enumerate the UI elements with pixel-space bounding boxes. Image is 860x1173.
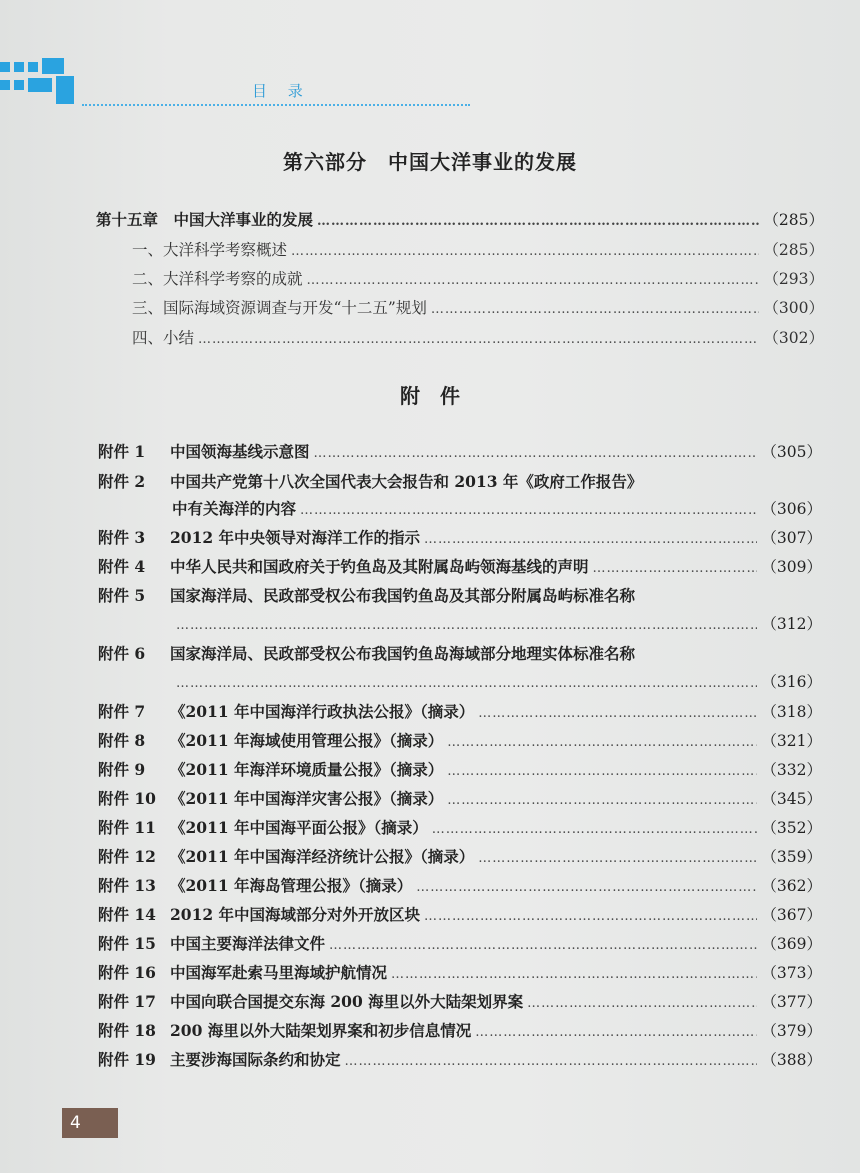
- leader-dots: [176, 618, 757, 633]
- leader-dots: [391, 967, 757, 982]
- toc-entry-label: 中国向联合国提交东海 200 海里以外大陆架划界案: [170, 992, 524, 1011]
- toc-appendix-continuation[interactable]: [172, 612, 822, 634]
- toc-appendix-continuation[interactable]: [172, 670, 822, 692]
- leader-dots: [291, 244, 759, 259]
- appendix-key: 附件 1: [98, 442, 146, 461]
- leader-dots: [314, 446, 758, 461]
- toc-appendix-continuation[interactable]: [172, 497, 822, 519]
- toc-page-number: （373）: [761, 964, 822, 982]
- toc-entry-label: 《2011 年中国海洋灾害公报》（摘录）: [170, 789, 444, 808]
- leader-dots: [478, 706, 757, 721]
- header-label: 目 录: [252, 82, 311, 100]
- toc-page-number: （316）: [761, 673, 822, 691]
- toc-entry-label: 一、大洋科学考察概述: [132, 241, 288, 259]
- leader-dots: [345, 1054, 758, 1069]
- toc-appendix[interactable]: [98, 729, 822, 751]
- toc-entry-label: 中国领海基线示意图: [170, 442, 310, 461]
- toc-section[interactable]: [132, 296, 824, 318]
- toc-entry-label: 200 海里以外大陆架划界案和初步信息情况: [170, 1021, 472, 1040]
- leader-dots: [198, 332, 759, 347]
- toc-section[interactable]: [132, 238, 824, 260]
- appendix-key: 附件 18: [98, 1021, 156, 1040]
- toc-entry-label: 《2011 年中国海洋行政执法公报》（摘录）: [170, 702, 475, 721]
- toc-entry-label: 第十五章 中国大洋事业的发展: [96, 210, 314, 229]
- toc-entry-label: 2012 年中央领导对海洋工作的指示: [170, 528, 421, 547]
- toc-page-number: （369）: [761, 935, 822, 953]
- appendix-key: 附件 10: [98, 789, 156, 808]
- toc-appendix[interactable]: [98, 1019, 822, 1041]
- toc-entry-label: 国家海洋局、民政部受权公布我国钓鱼岛海域部分地理实体标准名称: [170, 644, 636, 663]
- appendix-key: 附件 13: [98, 876, 156, 895]
- leader-dots: [317, 214, 759, 229]
- toc-section[interactable]: [132, 267, 824, 289]
- leader-dots: [447, 793, 757, 808]
- toc-page-number: （293）: [763, 270, 824, 288]
- toc-entry-label: 主要涉海国际条约和协定: [170, 1050, 341, 1069]
- toc-appendix[interactable]: [98, 555, 822, 577]
- toc-appendix[interactable]: [98, 642, 822, 664]
- corner-decoration: [0, 58, 80, 108]
- toc-chapter-15[interactable]: [96, 208, 824, 230]
- leader-dots: [475, 1025, 757, 1040]
- appendix-key: 附件 9: [98, 760, 146, 779]
- toc-page-number: （318）: [761, 703, 822, 721]
- appendix-key: 附件 4: [98, 557, 146, 576]
- leader-dots: [176, 676, 757, 691]
- appendix-key: 附件 11: [98, 818, 156, 837]
- toc-page-number: （305）: [761, 443, 822, 461]
- page-number-badge: 4: [62, 1108, 118, 1138]
- leader-dots: [447, 735, 757, 750]
- leader-dots: [329, 938, 757, 953]
- toc-entry-label: 2012 年中国海域部分对外开放区块: [170, 905, 421, 924]
- appendix-heading: 附 件: [400, 384, 460, 408]
- appendix-key: 附件 5: [98, 586, 146, 605]
- toc-entry-label: 二、大洋科学考察的成就: [132, 270, 303, 288]
- appendix-key: 附件 19: [98, 1050, 156, 1069]
- leader-dots: [416, 880, 757, 895]
- leader-dots: [432, 822, 758, 837]
- appendix-key: 附件 16: [98, 963, 156, 982]
- toc-entry-label: 《2011 年海域使用管理公报》（摘录）: [170, 731, 444, 750]
- appendix-key: 附件 8: [98, 731, 146, 750]
- leader-dots: [478, 851, 757, 866]
- toc-entry-label: 中国海军赴索马里海域护航情况: [170, 963, 388, 982]
- toc-appendix[interactable]: [98, 961, 822, 983]
- toc-page-number: （359）: [761, 848, 822, 866]
- appendix-key: 附件 6: [98, 644, 146, 663]
- appendix-key: 附件 12: [98, 847, 156, 866]
- toc-appendix[interactable]: [98, 787, 822, 809]
- leader-dots: [307, 273, 760, 288]
- toc-appendix[interactable]: [98, 440, 822, 462]
- toc-entry-label: 四、小结: [132, 329, 195, 347]
- toc-page-number: （352）: [761, 819, 822, 837]
- toc-appendix[interactable]: [98, 990, 822, 1012]
- toc-appendix[interactable]: [98, 526, 822, 548]
- toc-page-number: （306）: [761, 500, 822, 518]
- toc-page-number: （321）: [761, 732, 822, 750]
- toc-page-number: （388）: [761, 1051, 822, 1069]
- toc-page-number: （362）: [761, 877, 822, 895]
- toc-section[interactable]: [132, 326, 824, 348]
- toc-entry-label: 《2011 年海岛管理公报》（摘录）: [170, 876, 413, 895]
- toc-page-number: （367）: [761, 906, 822, 924]
- toc-appendix[interactable]: [98, 584, 822, 606]
- toc-page-number: （379）: [761, 1022, 822, 1040]
- leader-dots: [424, 532, 757, 547]
- leader-dots: [527, 996, 757, 1011]
- appendix-key: 附件 17: [98, 992, 156, 1011]
- toc-page-number: （312）: [761, 615, 822, 633]
- toc-appendix[interactable]: [98, 816, 822, 838]
- toc-page-number: （345）: [761, 790, 822, 808]
- leader-dots: [431, 302, 760, 317]
- toc-appendix[interactable]: [98, 903, 822, 925]
- leader-dots: [424, 909, 757, 924]
- header-divider: [82, 104, 470, 106]
- appendix-key: 附件 15: [98, 934, 156, 953]
- toc-appendix[interactable]: [98, 1048, 822, 1070]
- toc-entry-label: 中国共产党第十八次全国代表大会报告和 2013 年《政府工作报告》: [170, 472, 643, 491]
- leader-dots: [447, 764, 757, 779]
- toc-appendix[interactable]: [98, 758, 822, 780]
- toc-entry-label: 《2011 年海洋环境质量公报》（摘录）: [170, 760, 444, 779]
- part-title: 第六部分 中国大洋事业的发展: [283, 150, 577, 174]
- toc-page-number: （309）: [761, 558, 822, 576]
- appendix-key: 附件 3: [98, 528, 146, 547]
- toc-entry-label: 中华人民共和国政府关于钓鱼岛及其附属岛屿领海基线的声明: [170, 557, 589, 576]
- toc-appendix[interactable]: [98, 700, 822, 722]
- toc-appendix[interactable]: [98, 470, 822, 492]
- toc-page-number: （332）: [761, 761, 822, 779]
- leader-dots: [300, 503, 757, 518]
- toc-entry-label: 三、国际海域资源调查与开发“十二五”规划: [132, 299, 427, 317]
- toc-page-number: （377）: [761, 993, 822, 1011]
- appendix-key: 附件 14: [98, 905, 156, 924]
- toc-page-number: （302）: [763, 329, 824, 347]
- appendix-key: 附件 2: [98, 472, 146, 491]
- toc-appendix[interactable]: [98, 845, 822, 867]
- toc-page-number: （285）: [763, 211, 824, 229]
- toc-page-number: （307）: [761, 529, 822, 547]
- appendix-key: 附件 7: [98, 702, 146, 721]
- leader-dots: [593, 561, 758, 576]
- toc-page-number: （285）: [763, 241, 824, 259]
- toc-appendix[interactable]: [98, 932, 822, 954]
- toc-entry-label: 《2011 年中国海平面公报》（摘录）: [170, 818, 428, 837]
- toc-entry-label: 国家海洋局、民政部受权公布我国钓鱼岛及其部分附属岛屿标准名称: [170, 586, 636, 605]
- toc-page-number: （300）: [763, 299, 824, 317]
- toc-appendix[interactable]: [98, 874, 822, 896]
- toc-entry-label: 《2011 年中国海洋经济统计公报》（摘录）: [170, 847, 475, 866]
- toc-entry-label-continued: 中有关海洋的内容: [172, 499, 297, 518]
- toc-entry-label: 中国主要海洋法律文件: [170, 934, 326, 953]
